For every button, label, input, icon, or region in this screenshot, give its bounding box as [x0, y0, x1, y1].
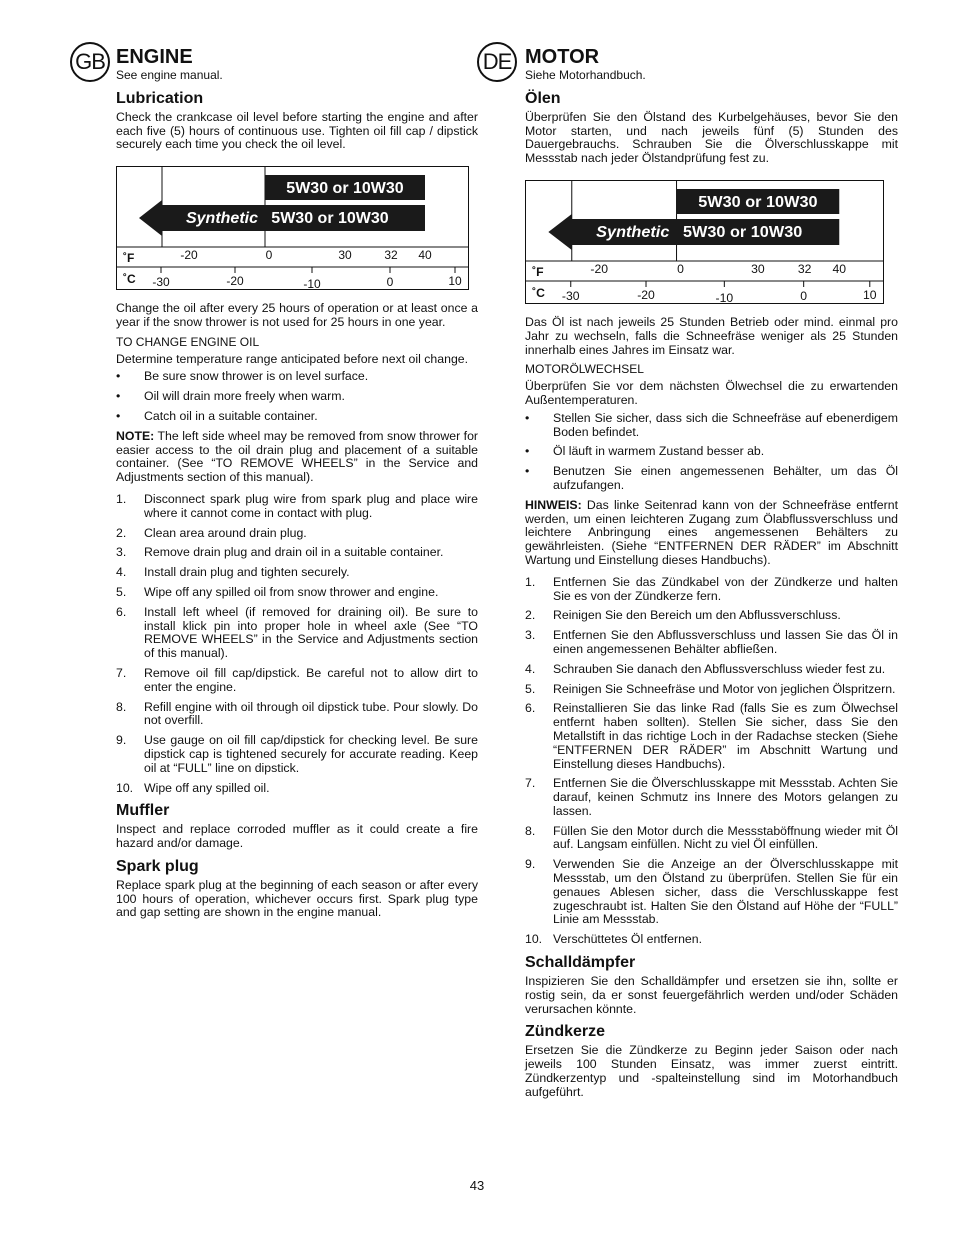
fahrenheit-tick-label: 0 [677, 262, 684, 276]
fahrenheit-tick-label: -20 [180, 248, 198, 263]
muffler-heading: Schalldämpfer [525, 954, 636, 972]
step-item: 7. Remove oil fill cap/dipstick. Be careful not to allow dirt to enter the engine. [116, 665, 478, 694]
celsius-symbol: ˚C [123, 272, 136, 287]
celsius-tick-label: -30 [152, 275, 170, 290]
bottom-oil-label: 5W30 or 10W30 [682, 223, 803, 241]
oil-chart-svg [117, 167, 468, 289]
step-item: 6. Install left wheel (if removed for draining oil). Be sure to install klick pin into proper hole in wheel axle (See “TO REMOVE WHEELS” in the Service and Adjustments section of this manual). [116, 604, 478, 661]
step-item: 2. Clean area around drain plug. [116, 525, 307, 540]
bottom-oil-label: 5W30 or 10W30 [271, 210, 389, 228]
step-item: 5. Wipe off any spilled oil from snow thrower and engine. [116, 584, 439, 599]
fahrenheit-ticks [180, 248, 432, 262]
oil-change-steps [116, 493, 478, 795]
spark-plug-heading: Zündkerze [525, 1023, 606, 1041]
de-language-badge: DE [477, 42, 517, 82]
section-title: MOTOR [525, 46, 600, 68]
english-column [116, 42, 478, 923]
lubrication-heading: Lubrication [116, 89, 204, 107]
top-oil-label: 5W30 or 10W30 [698, 193, 818, 211]
temperature-instruction: Überprüfen Sie vor dem nächsten Ölwechsel die zu erwartenden Außentemperaturen. [525, 379, 898, 407]
gb-language-badge: GB [70, 42, 110, 82]
temperature-instruction: Determine temperature range anticipated before next oil change. [116, 351, 469, 366]
celsius-tick-label: -20 [226, 274, 244, 289]
synthetic-label: Synthetic [185, 210, 259, 228]
note-paragraph [116, 430, 478, 485]
fahrenheit-tick-label: -20 [590, 262, 609, 276]
step-item: 8. Füllen Sie den Motor durch die Messstaböffnung wieder mit Öl auf. Langsam einfüllen. Nicht zu viel Öl einfüllen. [525, 823, 898, 852]
step-item: 10. Verschüttetes Öl entfernen. [525, 932, 703, 947]
celsius-tick-label: -10 [303, 277, 321, 290]
step-item: 4. Schrauben Sie danach den Abflussverschluss wieder fest zu. [525, 661, 886, 676]
step-item: 8. Refill engine with oil through oil dipstick tube. Pour slowly. Do not overfill. [116, 699, 478, 728]
muffler-text: Inspizieren Sie den Schalldämpfer und ersetzen sie ihn, sollte er rostig sein, da er sonst feuergefährlich werden und/oder Schäden verursachen könnte. [525, 974, 898, 1016]
celsius-tick-label: 10 [448, 274, 462, 289]
step-item: 7. Entfernen Sie die Ölverschlusskappe mit Messstab. Achten Sie darauf, keinen Schmutz ins Innere des Motors gelangen zu lassen. [525, 776, 898, 818]
note-label: HINWEIS: [525, 497, 582, 512]
lubrication-heading: Ölen [525, 89, 561, 107]
list-item: • Catch oil in a suitable container. [116, 408, 318, 423]
section-subtitle: See engine manual. [116, 68, 223, 82]
fahrenheit-symbol: ˚F [123, 251, 135, 266]
oil-viscosity-chart [116, 166, 469, 290]
list-item: • Öl läuft in warmem Zustand besser ab. [525, 444, 765, 459]
celsius-ticks [152, 267, 462, 289]
fahrenheit-tick-label: 32 [797, 262, 812, 276]
fahrenheit-symbol: ˚F [532, 265, 544, 279]
change-oil-subheading: TO CHANGE ENGINE OIL [116, 334, 260, 349]
step-item: 4. Install drain plug and tighten securely. [116, 565, 350, 580]
step-item: 3. Entfernen Sie den Abflussverschluss und lassen Sie das Öl in einen angemessenen Behälter abfließen. [525, 628, 898, 656]
lubrication-intro: Überprüfen Sie den Ölstand des Kurbelgehäuses, bevor Sie den Motor starten, und nach jeweils fünf (5) Stunden des Dauergebrauchs. Schrauben Sie die Ölverschlusskappe mit Messstab nach jeder Ölstandprüfung fest zu. [525, 109, 898, 166]
oil-change-interval: Das Öl ist nach jeweils 25 Stunden Betrieb oder mind. einmal pro Jahr zu wechseln, falls die Schneefräse weniger als 25 Stunden innerhalb eines Jahres im Einsatz war. [525, 314, 898, 357]
muffler-text: Inspect and replace corroded muffler as it could create a fire hazard and/or damage. [116, 822, 478, 851]
lubrication-intro: Check the crankcase oil level before starting the engine and after each five (5) hours of continuous use. Tighten oil fill cap / dipstick securely each time you check the oil level. [116, 109, 478, 152]
celsius-symbol: ˚C [532, 286, 545, 300]
step-item: 9. Use gauge on oil fill cap/dipstick for checking level. Be sure dipstick cap is tightened securely for accurate reading. Keep oil at “FULL” line on dipstick. [116, 733, 478, 775]
celsius-tick-label: -20 [637, 288, 655, 302]
celsius-tick-label: 0 [386, 275, 394, 290]
spark-plug-heading: Spark plug [116, 857, 199, 875]
change-oil-subheading: MOTORÖLWECHSEL [525, 362, 644, 377]
fahrenheit-ticks [590, 262, 846, 276]
celsius-tick-label: -30 [561, 289, 580, 303]
list-item: • Oil will drain more freely when warm. [116, 389, 345, 404]
synthetic-label: Synthetic [596, 223, 670, 241]
oil-change-interval: Change the oil after every 25 hours of operation or at least once a year if the snow thrower is not used for 25 hours in one year. [116, 301, 478, 329]
section-title: ENGINE [116, 46, 193, 68]
page-number: 43 [469, 1178, 485, 1193]
fahrenheit-tick-label: 30 [751, 262, 765, 276]
note-text: The left side wheel may be removed from snow thrower for easier access to the oil drain plug and placement of a suitable container. (See “TO REMOVE WHEELS” in the Service and Adjustments section of this manual). [116, 428, 478, 485]
fahrenheit-tick-label: 40 [832, 262, 847, 276]
celsius-tick-label: 10 [862, 288, 877, 302]
celsius-tick-label: 0 [800, 289, 808, 303]
step-item: 2. Reinigen Sie den Bereich um den Abflussverschluss. [525, 608, 841, 623]
section-subtitle: Siehe Motorhandbuch. [525, 68, 646, 82]
list-item: • Stellen Sie sicher, dass sich die Schneefräse auf ebenerdigem Boden befindet. [525, 410, 898, 439]
oil-change-steps [525, 576, 898, 947]
step-item: 1. Entfernen Sie das Zündkabel von der Zündkerze und halten Sie es von der Zündkerze fern. [525, 574, 898, 603]
step-item: 10. Wipe off any spilled oil. [116, 780, 270, 795]
spark-plug-text: Ersetzen Sie die Zündkerze zu Beginn jeder Saison oder nach jeweils 100 Stunden Einsatz, was immer zuerst eintritt. Zündkerzentyp und -spalteinstellung sind im Motorhandbuch aufgeführt. [525, 1043, 898, 1099]
oil-chart-svg [526, 181, 883, 303]
top-oil-label: 5W30 or 10W30 [286, 180, 404, 198]
german-column [525, 42, 898, 1103]
step-item: 6. Reinstallieren Sie das linke Rad (falls Sie es zum Ölwechsel entfernt haben sollten). Stellen Sie sicher, dass Sie den Metallstift in das richtige Loch in der Radachse stecken (Siehe “ENTFERNEN DER RÄDER” im Abschnitt Wartung und Einstellung dieses Handbuchs). [525, 701, 898, 771]
step-item: 1. Disconnect spark plug wire from spark plug and place wire where it cannot come in contact with plug. [116, 491, 478, 520]
muffler-heading: Muffler [116, 802, 170, 820]
celsius-ticks [562, 281, 877, 303]
spark-plug-text: Replace spark plug at the beginning of each season or after every 100 hours of operation, whichever occurs first. Spark plug type and gap setting are shown in the engine manual. [116, 877, 478, 920]
fahrenheit-tick-label: 30 [338, 248, 352, 263]
list-item: • Be sure snow thrower is on level surface. [116, 369, 369, 384]
celsius-tick-label: -10 [715, 291, 734, 303]
note-label: NOTE: [116, 428, 155, 443]
preparation-list [525, 412, 898, 493]
note-paragraph [525, 499, 898, 568]
preparation-list [116, 370, 478, 423]
step-item: 5. Reinigen Sie Schneefräse und Motor von jeglichen Ölspritzern. [525, 681, 896, 696]
fahrenheit-tick-label: 32 [384, 248, 398, 263]
list-item: • Benutzen Sie einen angemessenen Behälter, um das Öl aufzufangen. [525, 464, 898, 492]
fahrenheit-tick-label: 0 [265, 248, 273, 263]
step-item: 3. Remove drain plug and drain oil in a suitable container. [116, 545, 444, 560]
oil-viscosity-chart [525, 180, 884, 304]
fahrenheit-tick-label: 40 [418, 248, 432, 263]
step-item: 9. Verwenden Sie die Anzeige an der Ölverschlusskappe mit Messstab, um den Ölstand zu überprüfen. Stellen Sie für ein genaues Ablesen sicher, dass die Verschlusskappe fest zugeschraubt ist. Halten Sie den Ölstand auf Höhe der “FULL” Linie am Messstab. [525, 857, 898, 927]
note-text: Das linke Seitenrad kann von der Schneefräse entfernt werden, um einen leichteren Zugang zum Ölabflussverschluss und leichtere Anbringung eines angemessenen Behälters zu gewährleisten. (Siehe “ENTFERNEN DER RÄDER” im Abschnitt Wartung und Einstellung dieses Handbuchs). [525, 497, 898, 567]
